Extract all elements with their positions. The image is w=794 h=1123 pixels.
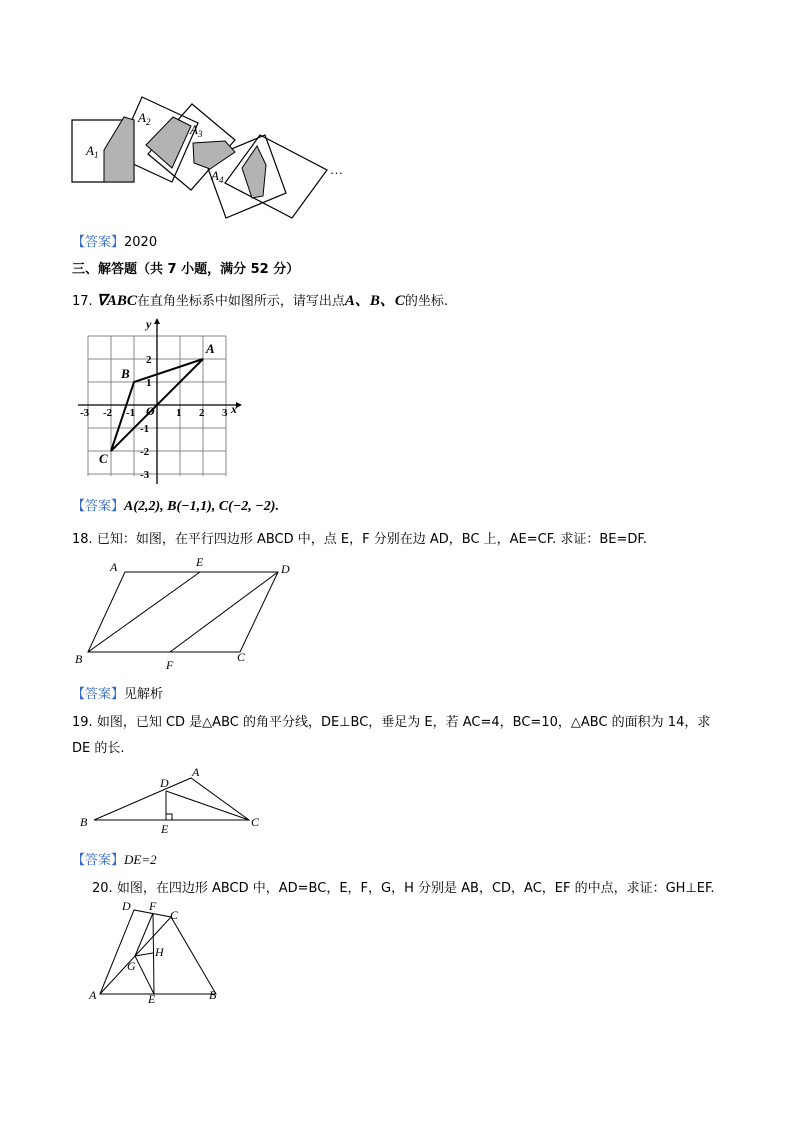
- question-text: 已知：如图，在平行四边形 ABCD 中，点 E，F 分别在边 AD，BC 上，AE=CF. 求证：BE=DF.: [96, 532, 647, 547]
- point-label-b: B: [121, 366, 130, 381]
- answer-value: A(2,2), B(−1,1), C(−2, −2).: [124, 499, 279, 514]
- label-a: A: [110, 560, 118, 574]
- label-c: C: [237, 650, 246, 664]
- svg-text:-3: -3: [140, 469, 150, 481]
- square-a5: [225, 135, 327, 218]
- question-number: 17.: [72, 294, 93, 309]
- question-18: [72, 528, 647, 547]
- svg-text:-2: -2: [140, 446, 150, 458]
- origin-label: O: [146, 404, 155, 418]
- answer-tag: 【答案】: [72, 235, 125, 250]
- question-19-line2: DE 的长.: [72, 741, 125, 756]
- rotating-squares-figure: [60, 90, 360, 225]
- label-g: G: [127, 959, 136, 973]
- answer-19: [72, 849, 157, 868]
- coordinate-grid-figure: [76, 316, 246, 488]
- label-b: B: [80, 815, 88, 829]
- quadrilateral-midpoints-figure: [84, 898, 234, 1006]
- question-17: [72, 289, 448, 310]
- segment-eg: [135, 956, 154, 994]
- label-a4: $A_4$: [211, 168, 224, 185]
- svg-text:1: 1: [176, 407, 182, 419]
- question-text: 如图，已知 CD 是△ABC 的角平分线，DE⊥BC，垂足为 E，若 AC=4，BC=10，△ABC 的面积为 14，求: [96, 715, 711, 730]
- x-axis-label: x: [231, 402, 237, 416]
- question-text-end: 的坐标.: [404, 294, 449, 309]
- triangle-symbol: ∇ABC: [96, 293, 137, 309]
- label-f: F: [166, 658, 174, 672]
- question-text: 在直角坐标系中如图所示，请写出点: [136, 294, 345, 309]
- label-a3: $A_3$: [190, 122, 203, 139]
- svg-text:1: 1: [146, 377, 152, 389]
- answer-value: DE=2: [124, 852, 157, 867]
- question-number: 19.: [72, 715, 93, 730]
- point-label-c: C: [99, 451, 108, 466]
- question-number: 20.: [92, 881, 113, 896]
- answer-17: [72, 495, 279, 515]
- label-a: A: [192, 765, 200, 779]
- answer-16: [72, 231, 157, 250]
- label-d: D: [122, 899, 131, 913]
- svg-text:2: 2: [146, 354, 152, 366]
- segment-be: [88, 572, 200, 652]
- segment-cd: [166, 791, 249, 820]
- svg-text:-1: -1: [140, 423, 150, 435]
- parallelogram-figure: [70, 552, 310, 674]
- question-number: 18.: [72, 532, 93, 547]
- answer-tag: 【答案】: [72, 499, 125, 514]
- svg-text:-3: -3: [80, 407, 90, 419]
- label-d: D: [281, 562, 290, 576]
- label-b: B: [209, 988, 217, 1002]
- label-c: C: [251, 815, 260, 829]
- svg-text:-1: -1: [126, 407, 136, 419]
- shaded-region-3: [193, 141, 235, 169]
- svg-text:2: 2: [199, 407, 205, 419]
- point-label-a: A: [206, 341, 215, 356]
- svg-text:-2: -2: [103, 407, 113, 419]
- question-20: [92, 877, 715, 896]
- svg-text:3: 3: [222, 407, 228, 419]
- label-h: H: [155, 945, 164, 959]
- label-a1: $A_1$: [86, 143, 99, 160]
- answer-value: 2020: [124, 235, 158, 250]
- segment-fg: [135, 913, 153, 956]
- label-b: B: [75, 652, 83, 666]
- label-a: A: [89, 988, 97, 1002]
- answer-tag: 【答案】: [72, 687, 125, 702]
- shaded-region-2: [146, 117, 191, 168]
- label-a2: $A_2$: [138, 110, 151, 127]
- label-e: E: [161, 822, 169, 836]
- label-e: E: [148, 992, 156, 1006]
- ellipsis: …: [330, 162, 343, 177]
- point-names: A、B、C: [344, 293, 405, 309]
- shaded-region-1: [104, 117, 134, 182]
- label-c: C: [170, 908, 179, 922]
- label-f: F: [149, 899, 157, 913]
- angle-bisector-figure: [74, 762, 274, 836]
- answer-tag: 【答案】: [72, 853, 125, 868]
- segment-df: [170, 572, 278, 652]
- label-e: E: [196, 555, 204, 569]
- answer-value: 见解析: [124, 687, 164, 702]
- right-angle-mark: [166, 814, 172, 820]
- section-title: 三、解答题（共 7 小题，满分 52 分）: [72, 262, 300, 277]
- question-text: 如图，在四边形 ABCD 中，AD=BC，E，F，G，H 分别是 AB，CD，AC，EF 的中点，求证：GH⊥EF.: [116, 881, 715, 896]
- answer-18: [72, 683, 163, 702]
- segment-ef: [153, 913, 154, 994]
- question-19: [72, 711, 710, 730]
- y-axis-label: y: [146, 317, 152, 331]
- label-d: D: [160, 776, 169, 790]
